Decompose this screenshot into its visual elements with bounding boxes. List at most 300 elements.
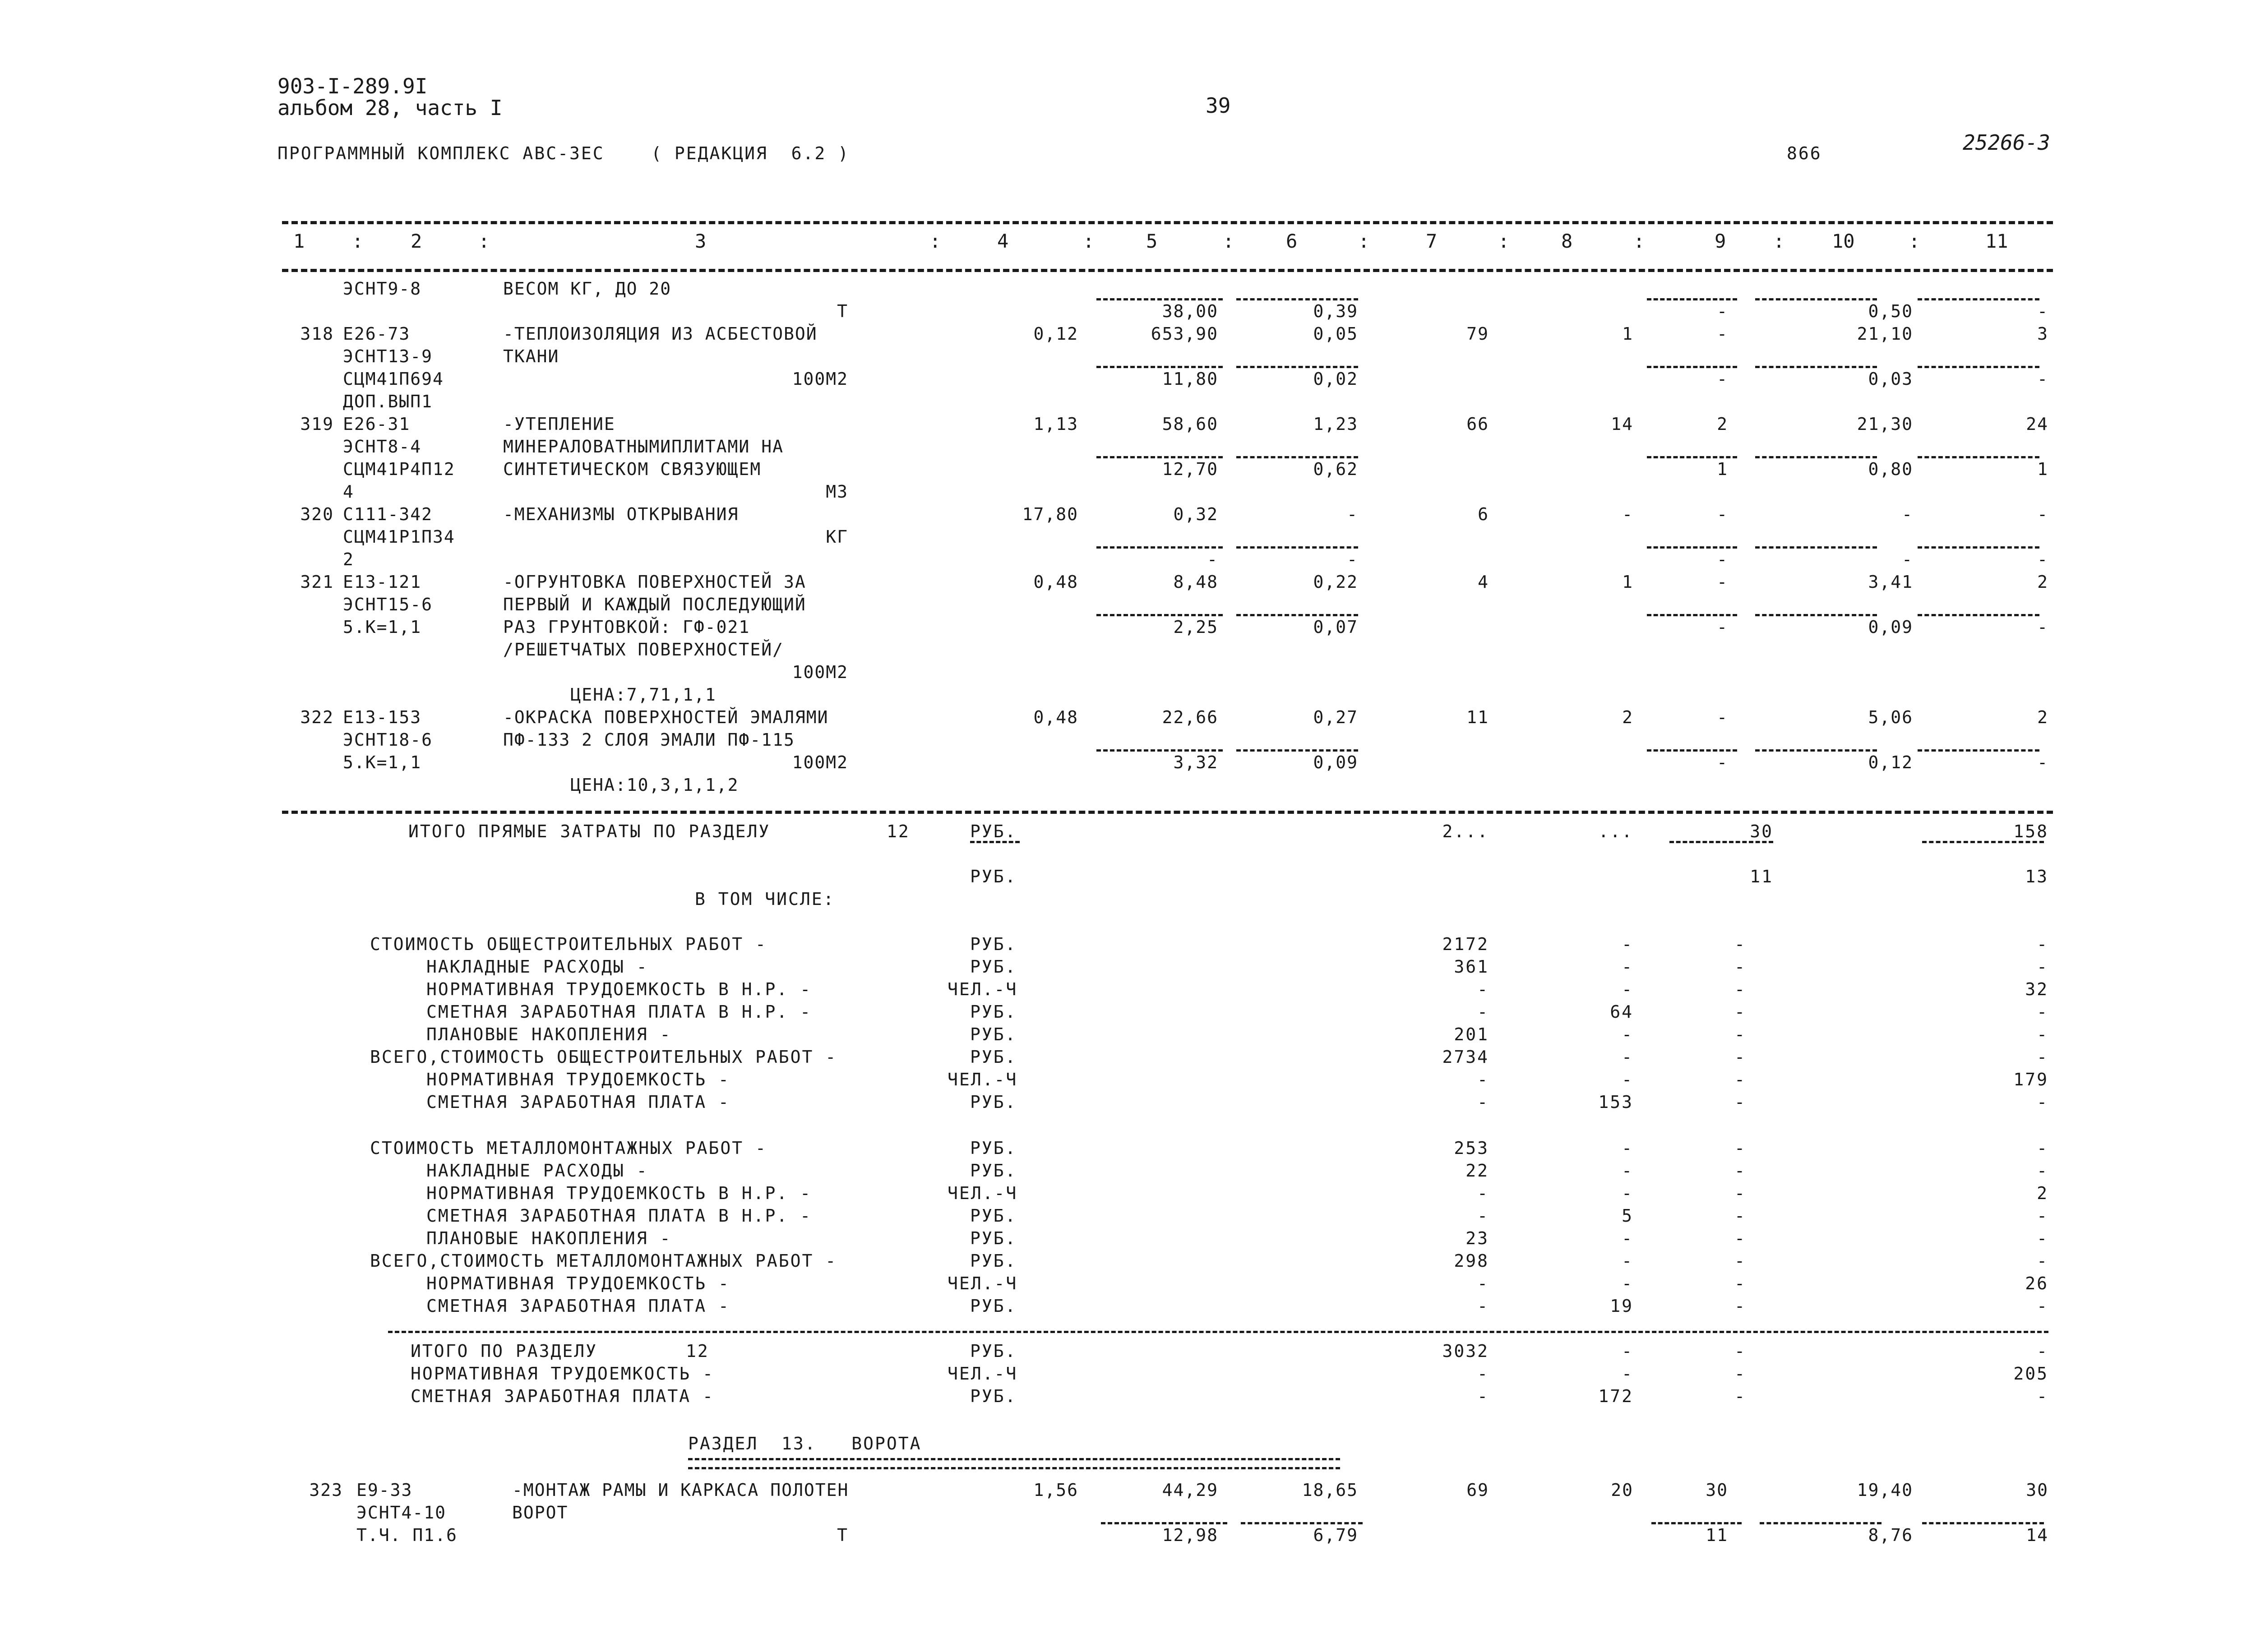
cell-c8: - (1622, 504, 1633, 524)
summary-unit: РУБ. (970, 934, 1017, 954)
section-total-c11: 205 (2013, 1364, 2048, 1384)
summary-c9: - (1734, 934, 1746, 954)
summary-c8: - (1622, 1047, 1633, 1067)
summary-unit: РУБ. (970, 1251, 1017, 1271)
cell-unit: КГ (826, 527, 848, 547)
cell-underline (1651, 1522, 1742, 1524)
totals-c8: ... (1598, 821, 1633, 841)
section-13-double-rule (688, 1467, 1340, 1469)
summary-label: НОРМАТИВНАЯ ТРУДОЕМКОСТЬ В Н.Р. - (426, 979, 812, 999)
cell-underline (1096, 749, 1223, 752)
cell-underline (1096, 298, 1223, 300)
section-total-rule (388, 1331, 2048, 1333)
summary-c11: - (2037, 1002, 2048, 1022)
cell-code: ЭСНТ18-6 (343, 730, 433, 750)
section-total-label: НОРМАТИВНАЯ ТРУДОЕМКОСТЬ - (411, 1364, 714, 1384)
summary-c9: - (1734, 979, 1746, 999)
cell-c5: 653,90 (1151, 324, 1218, 344)
section-total-c8: - (1622, 1364, 1633, 1384)
cell-c8: 1 (1622, 572, 1633, 592)
cell-c4: 17,80 (1022, 504, 1078, 524)
stamp-number: 25266-3 (1963, 130, 2050, 155)
cell-desc: -МЕХАНИЗМЫ ОТКРЫВАНИЯ (503, 504, 739, 524)
cell-c5: 2,25 (1173, 617, 1218, 637)
cell-underline (1096, 614, 1223, 616)
cell-c10: 0,03 (1868, 369, 1913, 389)
cell-c11: 3 (2037, 324, 2048, 344)
cell-n: 319 (300, 414, 334, 434)
cell-c6: 0,62 (1313, 459, 1358, 479)
cell-n: 322 (300, 707, 334, 727)
summary-c8: - (1622, 1070, 1633, 1089)
cell-underline (1647, 366, 1737, 368)
cell-c6: 0,02 (1313, 369, 1358, 389)
cell-c10: 3,41 (1868, 572, 1913, 592)
section-13-cell-c9: 30 (1706, 1480, 1728, 1500)
section-13-cell-c10: 8,76 (1868, 1525, 1913, 1545)
summary-c8: - (1622, 1138, 1633, 1158)
section-13-double-rule (688, 1458, 1340, 1460)
cell-c6: - (1347, 504, 1358, 524)
summary-label: ПЛАНОВЫЕ НАКОПЛЕНИЯ - (426, 1024, 672, 1044)
cell-c6: 0,27 (1313, 707, 1358, 727)
summary-label: ВСЕГО,СТОИМОСТЬ МЕТАЛЛОМОНТАЖНЫХ РАБОТ - (370, 1251, 837, 1271)
summary-unit: РУБ. (970, 1024, 1017, 1044)
cell-underline (1647, 298, 1737, 300)
cell-c11: - (2037, 301, 2048, 321)
program-title: ПРОГРАММНЫЙ КОМПЛЕКС АВС-3ЕС ( РЕДАКЦИЯ 6.2 ) (277, 143, 850, 163)
cell-c6: - (1347, 549, 1358, 569)
summary-label: ВСЕГО,СТОИМОСТЬ ОБЩЕСТРОИТЕЛЬНЫХ РАБОТ - (370, 1047, 837, 1067)
totals-c9: 30 (1750, 821, 1773, 841)
column-separator: : (1223, 230, 1234, 252)
cell-desc: ВЕСОМ КГ, ДО 20 (503, 279, 672, 299)
section-total-c11: - (2037, 1386, 2048, 1406)
cell-c6: 0,39 (1313, 301, 1358, 321)
summary-c7: 253 (1454, 1138, 1489, 1158)
cell-c9: - (1717, 504, 1728, 524)
summary-c9: - (1734, 1206, 1746, 1226)
cell-n: 320 (300, 504, 334, 524)
header-rule-top (282, 221, 2053, 224)
summary-c11: 26 (2025, 1274, 2048, 1293)
section-13-cell-desc: ВОРОТ (512, 1503, 569, 1523)
cell-c5: 11,80 (1162, 369, 1218, 389)
summary-c7: 361 (1454, 957, 1489, 977)
cell-c8: 14 (1611, 414, 1633, 434)
summary-c8: - (1622, 1024, 1633, 1044)
cell-code: Е13-153 (343, 707, 422, 727)
cell-underline (1236, 614, 1358, 616)
summary-unit: РУБ. (970, 1047, 1017, 1067)
column-separator: : (929, 230, 941, 252)
summary-c11: - (2037, 1296, 2048, 1316)
summary-c8: - (1622, 979, 1633, 999)
summary-unit: РУБ. (970, 1206, 1017, 1226)
summary-label: СМЕТНАЯ ЗАРАБОТНАЯ ПЛАТА - (426, 1092, 730, 1112)
cell-c5: 38,00 (1162, 301, 1218, 321)
totals-unit2: РУБ. (970, 867, 1017, 886)
cell-underline (1647, 749, 1737, 752)
cell-n: 321 (300, 572, 334, 592)
cell-c4: 0,12 (1033, 324, 1078, 344)
section-13-cell-c7: 69 (1466, 1480, 1489, 1500)
summary-c9: - (1734, 957, 1746, 977)
cell-desc: -ТЕПЛОИЗОЛЯЦИЯ ИЗ АСБЕСТОВОЙ (503, 324, 818, 344)
cell-c6: 0,07 (1313, 617, 1358, 637)
column-header-8: 8 (1561, 230, 1573, 252)
summary-unit: РУБ. (970, 1138, 1017, 1158)
summary-unit: ЧЕЛ.-Ч (948, 1070, 1018, 1089)
cell-code: ДОП.ВЫП1 (343, 392, 433, 411)
cell-c5: 8,48 (1173, 572, 1218, 592)
summary-c7: - (1477, 1070, 1489, 1089)
cell-code: Е26-31 (343, 414, 411, 434)
cell-code: СЦМ41Р4П12 (343, 459, 455, 479)
summary-c7: 201 (1454, 1024, 1489, 1044)
section-13-cell-c11: 30 (2026, 1480, 2048, 1500)
code-right: 866 (1787, 143, 1822, 163)
cell-underline (1918, 614, 2039, 616)
cell-c11: - (2037, 504, 2048, 524)
cell-c10: 0,80 (1868, 459, 1913, 479)
cell-c5: 3,32 (1173, 752, 1218, 772)
section-13-cell-c5: 12,98 (1162, 1525, 1218, 1545)
summary-unit: ЧЕЛ.-Ч (948, 1274, 1018, 1293)
cell-c8: 1 (1622, 324, 1633, 344)
cell-desc: -ОКРАСКА ПОВЕРХНОСТЕЙ ЭМАЛЯМИ (503, 707, 829, 727)
cell-c9: - (1717, 572, 1728, 592)
cell-underline (1236, 366, 1358, 368)
cell-c10: 0,09 (1868, 617, 1913, 637)
summary-c7: - (1477, 1183, 1489, 1203)
summary-c11: - (2037, 957, 2048, 977)
summary-label: СМЕТНАЯ ЗАРАБОТНАЯ ПЛАТА В Н.Р. - (426, 1002, 812, 1022)
cell-code: СЦМ41Р1П34 (343, 527, 455, 547)
album-info: альбом 28, часть I (277, 96, 503, 120)
summary-c8: - (1622, 1251, 1633, 1271)
summary-c8: - (1622, 934, 1633, 954)
summary-c8: 64 (1610, 1002, 1633, 1022)
cell-underline (1647, 546, 1737, 549)
summary-unit: РУБ. (970, 957, 1017, 977)
cell-c10: 0,50 (1868, 301, 1913, 321)
summary-c8: - (1622, 957, 1633, 977)
summary-c9: - (1734, 1296, 1746, 1316)
summary-c11: 179 (2013, 1070, 2048, 1089)
cell-c11: - (2037, 549, 2048, 569)
summary-c8: - (1622, 1161, 1633, 1181)
cell-c9: 1 (1717, 459, 1728, 479)
totals-underline (1669, 841, 1773, 843)
cell-c11: 2 (2037, 572, 2048, 592)
cell-underline (1236, 298, 1358, 300)
cell-desc: ПФ-133 2 СЛОЯ ЭМАЛИ ПФ-115 (503, 730, 795, 750)
cell-underline (1755, 366, 1877, 368)
summary-c9: - (1734, 1047, 1746, 1067)
summary-c7: - (1477, 1274, 1489, 1293)
column-header-6: 6 (1286, 230, 1298, 252)
cell-c5: 58,60 (1162, 414, 1218, 434)
cell-c4: 1,13 (1033, 414, 1078, 434)
summary-c7: - (1477, 1296, 1489, 1316)
summary-c9: - (1734, 1092, 1746, 1112)
column-separator: : (1358, 230, 1370, 252)
section-total-c9: - (1734, 1386, 1746, 1406)
column-separator: : (1909, 230, 1920, 252)
summary-c11: 2 (2037, 1183, 2048, 1203)
column-header-10: 10 (1832, 230, 1855, 252)
section-13-cell-c10: 19,40 (1857, 1480, 1913, 1500)
summary-c9: - (1734, 1161, 1746, 1181)
cell-c7: 4 (1478, 572, 1489, 592)
totals-underline (1922, 841, 2044, 843)
summary-c7: - (1477, 979, 1489, 999)
summary-c8: - (1622, 1183, 1633, 1203)
cell-unit: М3 (826, 482, 848, 502)
cell-c5: 12,70 (1162, 459, 1218, 479)
cell-underline (1096, 456, 1223, 458)
section-total-c9: - (1734, 1364, 1746, 1384)
summary-c8: - (1622, 1274, 1633, 1293)
cell-unit: 100М2 (792, 752, 848, 772)
section-total-unit: РУБ. (970, 1386, 1017, 1406)
summary-label: НОРМАТИВНАЯ ТРУДОЕМКОСТЬ В Н.Р. - (426, 1183, 812, 1203)
cell-code: 2 (343, 549, 354, 569)
cell-desc: ЦЕНА:7,71,1,1 (514, 685, 717, 705)
section-13-cell-code: ЭСНТ4-10 (356, 1503, 447, 1523)
section-13-cell-unit: Т (837, 1525, 848, 1545)
section-13-title: РАЗДЕЛ 13. ВОРОТА (688, 1434, 922, 1454)
section-total-c9: - (1734, 1341, 1746, 1361)
cell-underline (1096, 546, 1223, 549)
cell-c11: 24 (2026, 414, 2048, 434)
summary-label: НАКЛАДНЫЕ РАСХОДЫ - (426, 957, 648, 977)
cell-underline (1918, 298, 2039, 300)
cell-c11: 1 (2037, 459, 2048, 479)
cell-code: ЭСНТ13-9 (343, 346, 433, 366)
section-13-cell-c5: 44,29 (1162, 1480, 1218, 1500)
section-13-cell-code: Е9-33 (356, 1480, 413, 1500)
summary-c9: - (1734, 1251, 1746, 1271)
cell-c4: 0,48 (1033, 707, 1078, 727)
cell-code: Е26-73 (343, 324, 411, 344)
column-separator: : (478, 230, 490, 252)
column-separator: : (1498, 230, 1510, 252)
summary-c9: - (1734, 1024, 1746, 1044)
section-13-cell-c9: 11 (1706, 1525, 1728, 1545)
summary-c8: 153 (1598, 1092, 1633, 1112)
summary-c9: - (1734, 1002, 1746, 1022)
cell-c7: 79 (1466, 324, 1489, 344)
column-header-7: 7 (1426, 230, 1438, 252)
summary-c11: - (2037, 1206, 2048, 1226)
section-total-label: ИТОГО ПО РАЗДЕЛУ (411, 1341, 598, 1361)
summary-label: СТОИМОСТЬ МЕТАЛЛОМОНТАЖНЫХ РАБОТ - (370, 1138, 767, 1158)
cell-c10: 0,12 (1868, 752, 1913, 772)
cell-c4: 0,48 (1033, 572, 1078, 592)
totals-c11b: 13 (2025, 867, 2048, 886)
summary-c9: - (1734, 1138, 1746, 1158)
cell-c5: 0,32 (1173, 504, 1218, 524)
cell-c10: - (1902, 504, 1913, 524)
summary-unit: РУБ. (970, 1161, 1017, 1181)
summary-unit: РУБ. (970, 1228, 1017, 1248)
summary-label: НОРМАТИВНАЯ ТРУДОЕМКОСТЬ - (426, 1070, 730, 1089)
cell-c5: 22,66 (1162, 707, 1218, 727)
column-separator: : (1773, 230, 1785, 252)
cell-c9: - (1717, 752, 1728, 772)
totals-section: 12 (887, 821, 910, 841)
cell-underline (1918, 366, 2039, 368)
section-13-cell-c6: 18,65 (1302, 1480, 1358, 1500)
section-13-cell-n: 323 (309, 1480, 343, 1500)
cell-underline (1918, 749, 2039, 752)
column-header-4: 4 (997, 230, 1009, 252)
column-separator: : (1633, 230, 1645, 252)
cell-unit: 100М2 (792, 662, 848, 682)
section-total-c11: - (2037, 1341, 2048, 1361)
totals-c9b: 11 (1750, 867, 1773, 886)
section-total-c7: - (1477, 1386, 1489, 1406)
summary-label: СМЕТНАЯ ЗАРАБОТНАЯ ПЛАТА В Н.Р. - (426, 1206, 812, 1226)
summary-c7: 2172 (1442, 934, 1489, 954)
cell-c10: 21,10 (1857, 324, 1913, 344)
cell-desc: МИНЕРАЛОВАТНЫМИПЛИТАМИ НА (503, 437, 784, 457)
cell-c11: - (2037, 369, 2048, 389)
cell-underline (1755, 614, 1877, 616)
cell-underline (1755, 298, 1877, 300)
section-total-unit: РУБ. (970, 1341, 1017, 1361)
cell-c6: 0,09 (1313, 752, 1358, 772)
cell-code: СЦМ41П694 (343, 369, 444, 389)
cell-desc: СИНТЕТИЧЕСКОМ СВЯЗУЮЩЕМ (503, 459, 762, 479)
summary-c9: - (1734, 1183, 1746, 1203)
cell-c7: 6 (1478, 504, 1489, 524)
cell-c9: - (1717, 617, 1728, 637)
column-header-5: 5 (1146, 230, 1158, 252)
cell-underline (1918, 456, 2039, 458)
cell-c9: - (1717, 369, 1728, 389)
column-header-9: 9 (1715, 230, 1726, 252)
summary-c8: - (1622, 1228, 1633, 1248)
summary-c11: - (2037, 1228, 2048, 1248)
summary-c8: 5 (1622, 1206, 1633, 1226)
cell-n: 318 (300, 324, 334, 344)
cell-underline (1096, 366, 1223, 368)
column-separator: : (1083, 230, 1095, 252)
cell-underline (1755, 546, 1877, 549)
section-total-c7: 3032 (1442, 1341, 1489, 1361)
totals-label: ИТОГО ПРЯМЫЕ ЗАТРАТЫ ПО РАЗДЕЛУ (408, 821, 771, 841)
cell-unit: 100М2 (792, 369, 848, 389)
summary-c7: - (1477, 1092, 1489, 1112)
cell-desc: /РЕШЕТЧАТЫХ ПОВЕРХНОСТЕЙ/ (503, 640, 784, 660)
cell-underline (1241, 1522, 1363, 1524)
section-13-cell-desc: -МОНТАЖ РАМЫ И КАРКАСА ПОЛОТЕН (512, 1480, 849, 1500)
including-heading: В ТОМ ЧИСЛЕ: (695, 889, 835, 909)
cell-code: 5.К=1,1 (343, 752, 422, 772)
totals-rule (282, 811, 2053, 814)
section-total-section: 12 (686, 1341, 709, 1361)
summary-label: ПЛАНОВЫЕ НАКОПЛЕНИЯ - (426, 1228, 672, 1248)
cell-c10: 5,06 (1868, 707, 1913, 727)
summary-c9: - (1734, 1274, 1746, 1293)
cell-code: Е13-121 (343, 572, 422, 592)
summary-c11: - (2037, 1092, 2048, 1112)
cell-underline (1236, 749, 1358, 752)
section-total-c8: - (1622, 1341, 1633, 1361)
cell-underline (1922, 1522, 2044, 1524)
cell-underline (1918, 546, 2039, 549)
summary-label: НАКЛАДНЫЕ РАСХОДЫ - (426, 1161, 648, 1181)
column-header-1: 1 (293, 230, 305, 252)
cell-underline (1647, 614, 1737, 616)
cell-underline (1647, 456, 1737, 458)
section-13-cell-code: Т.Ч. П1.6 (356, 1525, 458, 1545)
cell-c6: 1,23 (1313, 414, 1358, 434)
cell-underline (1236, 456, 1358, 458)
summary-c11: - (2037, 1138, 2048, 1158)
cell-desc: РАЗ ГРУНТОВКОЙ: ГФ-021 (503, 617, 750, 637)
cell-c10: 21,30 (1857, 414, 1913, 434)
column-header-11: 11 (1985, 230, 2008, 252)
totals-unit: РУБ. (970, 821, 1017, 841)
cell-c9: 2 (1717, 414, 1728, 434)
summary-c11: - (2037, 1251, 2048, 1271)
cell-underline (1755, 456, 1877, 458)
cell-desc: ПЕРВЫЙ И КАЖДЫЙ ПОСЛЕДУЮЩИЙ (503, 595, 806, 614)
cell-code: С111-342 (343, 504, 433, 524)
summary-c11: - (2037, 934, 2048, 954)
section-13-cell-c11: 14 (2026, 1525, 2048, 1545)
cell-code: ЭСНТ9-8 (343, 279, 422, 299)
summary-c11: - (2037, 1047, 2048, 1067)
cell-c7: 11 (1466, 707, 1489, 727)
cell-c9: - (1717, 324, 1728, 344)
cell-desc: ЦЕНА:10,3,1,1,2 (514, 775, 739, 795)
cell-code: ЭСНТ8-4 (343, 437, 422, 457)
cell-underline (1101, 1522, 1227, 1524)
summary-c7: 22 (1465, 1161, 1489, 1181)
summary-unit: ЧЕЛ.-Ч (948, 979, 1018, 999)
summary-c9: - (1734, 1070, 1746, 1089)
summary-c7: 2734 (1442, 1047, 1489, 1067)
cell-code: 4 (343, 482, 354, 502)
summary-unit: РУБ. (970, 1092, 1017, 1112)
cell-c6: 0,22 (1313, 572, 1358, 592)
cell-desc: -ОГРУНТОВКА ПОВЕРХНОСТЕЙ ЗА (503, 572, 806, 592)
totals-c11: 158 (2013, 821, 2048, 841)
section-total-c7: - (1477, 1364, 1489, 1384)
cell-desc: -УТЕПЛЕНИЕ (503, 414, 615, 434)
cell-c11: - (2037, 617, 2048, 637)
column-header-2: 2 (411, 230, 422, 252)
section-total-c8: 172 (1598, 1386, 1633, 1406)
summary-unit: РУБ. (970, 1296, 1017, 1316)
cell-code: ЭСНТ15-6 (343, 595, 433, 614)
summary-c7: 298 (1454, 1251, 1489, 1271)
totals-c7: 2... (1442, 821, 1489, 841)
column-header-3: 3 (695, 230, 707, 252)
cell-underline (1760, 1522, 1882, 1524)
doc-code: 903-I-289.9I (277, 74, 428, 98)
summary-unit: РУБ. (970, 1002, 1017, 1022)
summary-c7: - (1477, 1002, 1489, 1022)
summary-c9: - (1734, 1228, 1746, 1248)
summary-c8: 19 (1610, 1296, 1633, 1316)
page-number: 39 (1206, 93, 1231, 118)
